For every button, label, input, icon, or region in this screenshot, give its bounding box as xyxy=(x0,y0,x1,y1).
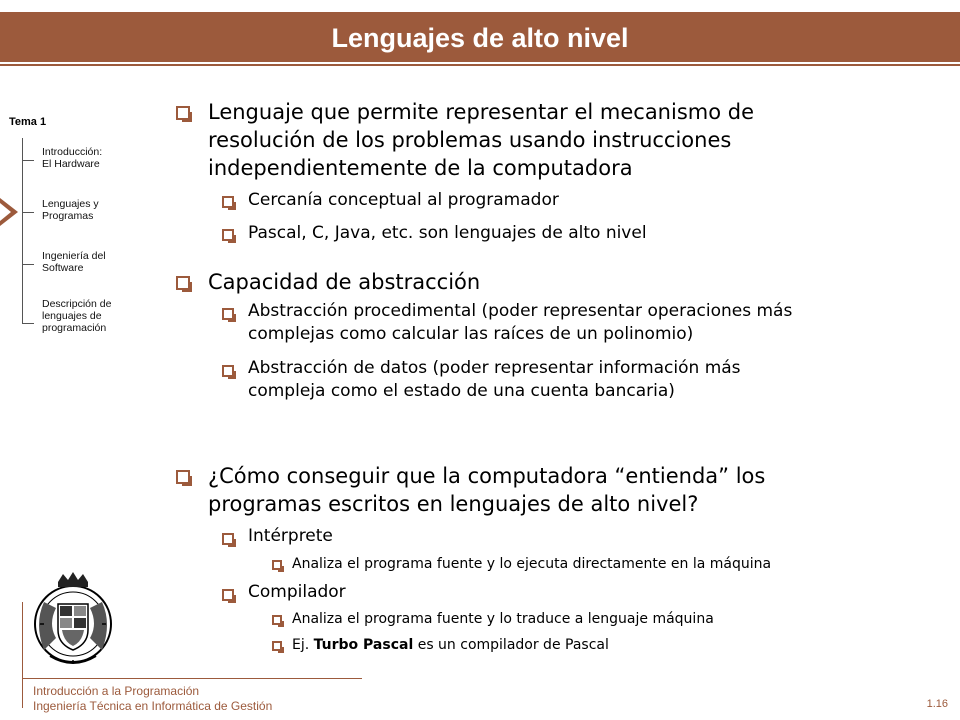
bullet-line: Abstracción procedimental (poder representar operaciones más xyxy=(248,301,793,321)
bullet-line: complejas como calcular las raíces de un polinomio) xyxy=(248,324,694,344)
bullet-line: programas escritos en lenguajes de alto nivel? xyxy=(208,492,699,516)
bullet-box-icon xyxy=(272,560,282,570)
page-number: 1.16 xyxy=(926,698,948,710)
text-pre: Ej. xyxy=(292,637,314,653)
bullet-sub: Compilador xyxy=(248,582,346,602)
text-bold: Turbo Pascal xyxy=(313,637,414,653)
bullet-subsub xyxy=(292,635,609,655)
title-rule xyxy=(0,64,960,66)
bullet-box-icon xyxy=(176,106,190,120)
footer-vertical-rule xyxy=(22,602,23,708)
bullet-box-icon xyxy=(222,229,234,241)
bullet-sub: Cercanía conceptual al programador xyxy=(248,190,559,210)
bullet-subsub: Analiza el programa fuente y lo ejecuta directamente en la máquina xyxy=(292,556,772,572)
sidebar-item-lenguajes[interactable] xyxy=(42,198,99,222)
bullet-subsub: Analiza el programa fuente y lo traduce a lenguaje máquina xyxy=(292,611,714,627)
bullet-line: resolución de los problemas usando instrucciones xyxy=(208,128,732,152)
bullet-sub: Pascal, C, Java, etc. son lenguajes de alto nivel xyxy=(248,223,647,243)
bullet-box-icon xyxy=(176,276,190,290)
bullet-line: Abstracción de datos (poder representar información más xyxy=(248,358,741,378)
sidebar-item-label: Descripción de xyxy=(42,298,112,310)
nav-tree-tick xyxy=(22,264,34,265)
bullet-sub: Intérprete xyxy=(248,526,333,546)
bullet-box-icon xyxy=(272,641,282,651)
sidebar-heading: Tema 1 xyxy=(9,116,47,128)
sidebar-item-descripcion[interactable] xyxy=(42,298,111,334)
nav-tree-line xyxy=(22,138,23,324)
nav-tree-tick xyxy=(22,323,34,324)
sidebar-item-label: Programas xyxy=(42,210,94,222)
sidebar-item-label: Introducción: xyxy=(42,146,103,158)
bullet-main xyxy=(208,98,754,182)
text-post: es un compilador de Pascal xyxy=(413,637,609,653)
bullet-sub xyxy=(248,300,792,346)
bullet-box-icon xyxy=(222,308,234,320)
footer-course: Introducción a la Programación xyxy=(33,684,200,698)
sidebar-item-ingenieria[interactable] xyxy=(42,250,106,274)
bullet-line: compleja como el estado de una cuenta bancaria) xyxy=(248,381,675,401)
sidebar-item-label: lenguajes de xyxy=(42,310,102,322)
footer-horizontal-rule xyxy=(22,678,362,679)
sidebar-item-label: Ingeniería del xyxy=(42,250,106,262)
nav-tree-tick xyxy=(22,160,34,161)
bullet-box-icon xyxy=(176,470,190,484)
bullet-box-icon xyxy=(222,589,234,601)
sidebar-item-label: Software xyxy=(42,262,84,274)
footer-degree: Ingeniería Técnica en Informática de Gestión xyxy=(33,699,273,713)
slide-title: Lenguajes de alto nivel xyxy=(331,23,629,53)
bullet-box-icon xyxy=(272,615,282,625)
arrow-inner xyxy=(0,203,11,221)
sidebar-item-introduccion[interactable] xyxy=(42,146,102,170)
university-crest-icon xyxy=(30,572,116,672)
sidebar-item-label: Lenguajes y xyxy=(42,198,99,210)
bullet-main: Capacidad de abstracción xyxy=(208,270,481,294)
bullet-box-icon xyxy=(222,533,234,545)
nav-tree-tick xyxy=(22,212,34,213)
bullet-line: ¿Cómo conseguir que la computadora “entienda” los xyxy=(208,464,766,488)
bullet-line: Lenguaje que permite representar el mecanismo de xyxy=(208,100,754,124)
bullet-sub xyxy=(248,357,741,403)
bullet-line: independientemente de la computadora xyxy=(208,156,633,180)
bullet-box-icon xyxy=(222,365,234,377)
sidebar-item-label: programación xyxy=(42,322,107,334)
bullet-box-icon xyxy=(222,196,234,208)
bullet-main xyxy=(208,462,765,518)
sidebar-item-label: El Hardware xyxy=(42,158,100,170)
